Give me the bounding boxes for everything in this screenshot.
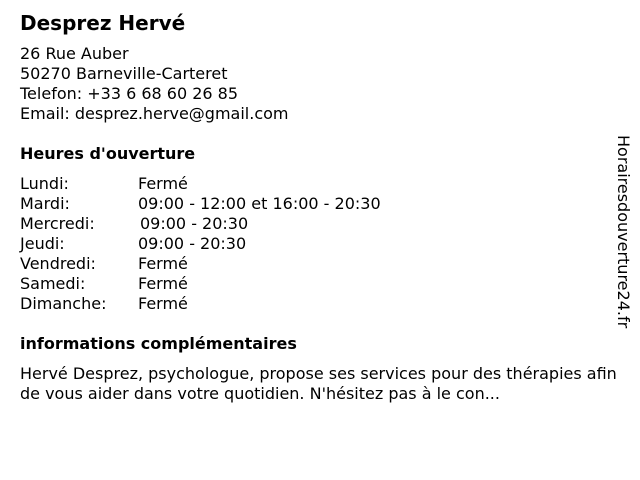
hours-value: 09:00 - 20:30 [140, 214, 249, 233]
street-address: 26 Rue Auber [20, 44, 129, 63]
hours-row-wednesday [20, 214, 620, 234]
hours-value: Fermé [138, 274, 188, 293]
hours-row-friday [20, 254, 620, 274]
business-card [20, 10, 620, 404]
hours-row-thursday [20, 234, 620, 254]
day-label: Vendredi: [20, 254, 96, 273]
hours-row-tuesday [20, 194, 620, 214]
day-label: Lundi: [20, 174, 69, 193]
info-heading: informations complémentaires [20, 334, 297, 353]
day-label: Dimanche: [20, 294, 107, 313]
hours-value: 09:00 - 12:00 et 16:00 - 20:30 [138, 194, 381, 213]
hours-heading: Heures d'ouverture [20, 144, 196, 163]
business-name: Desprez Hervé [20, 11, 186, 35]
hours-row-saturday [20, 274, 620, 294]
info-description: Hervé Desprez, psychologue, propose ses services pour des thérapies afin de vous aider dans votre quotidien. N'hésitez pas à le con... [20, 364, 617, 403]
city-address: 50270 Barneville-Carteret [20, 64, 228, 83]
day-label: Mardi: [20, 194, 70, 213]
day-label: Jeudi: [20, 234, 65, 253]
day-label: Mercredi: [20, 214, 95, 233]
email-address: Email: desprez.herve@gmail.com [20, 104, 289, 123]
site-watermark: Horairesdouverture24.fr [614, 135, 633, 329]
hours-value: Fermé [138, 254, 188, 273]
hours-value: 09:00 - 20:30 [138, 234, 247, 253]
hours-row-sunday [20, 294, 620, 314]
hours-value: Fermé [138, 174, 188, 193]
hours-row-monday [20, 174, 620, 194]
hours-value: Fermé [138, 294, 188, 313]
contact-block [20, 44, 620, 124]
phone-number: Telefon: +33 6 68 60 26 85 [20, 84, 239, 103]
day-label: Samedi: [20, 274, 86, 293]
opening-hours-table [20, 174, 620, 314]
